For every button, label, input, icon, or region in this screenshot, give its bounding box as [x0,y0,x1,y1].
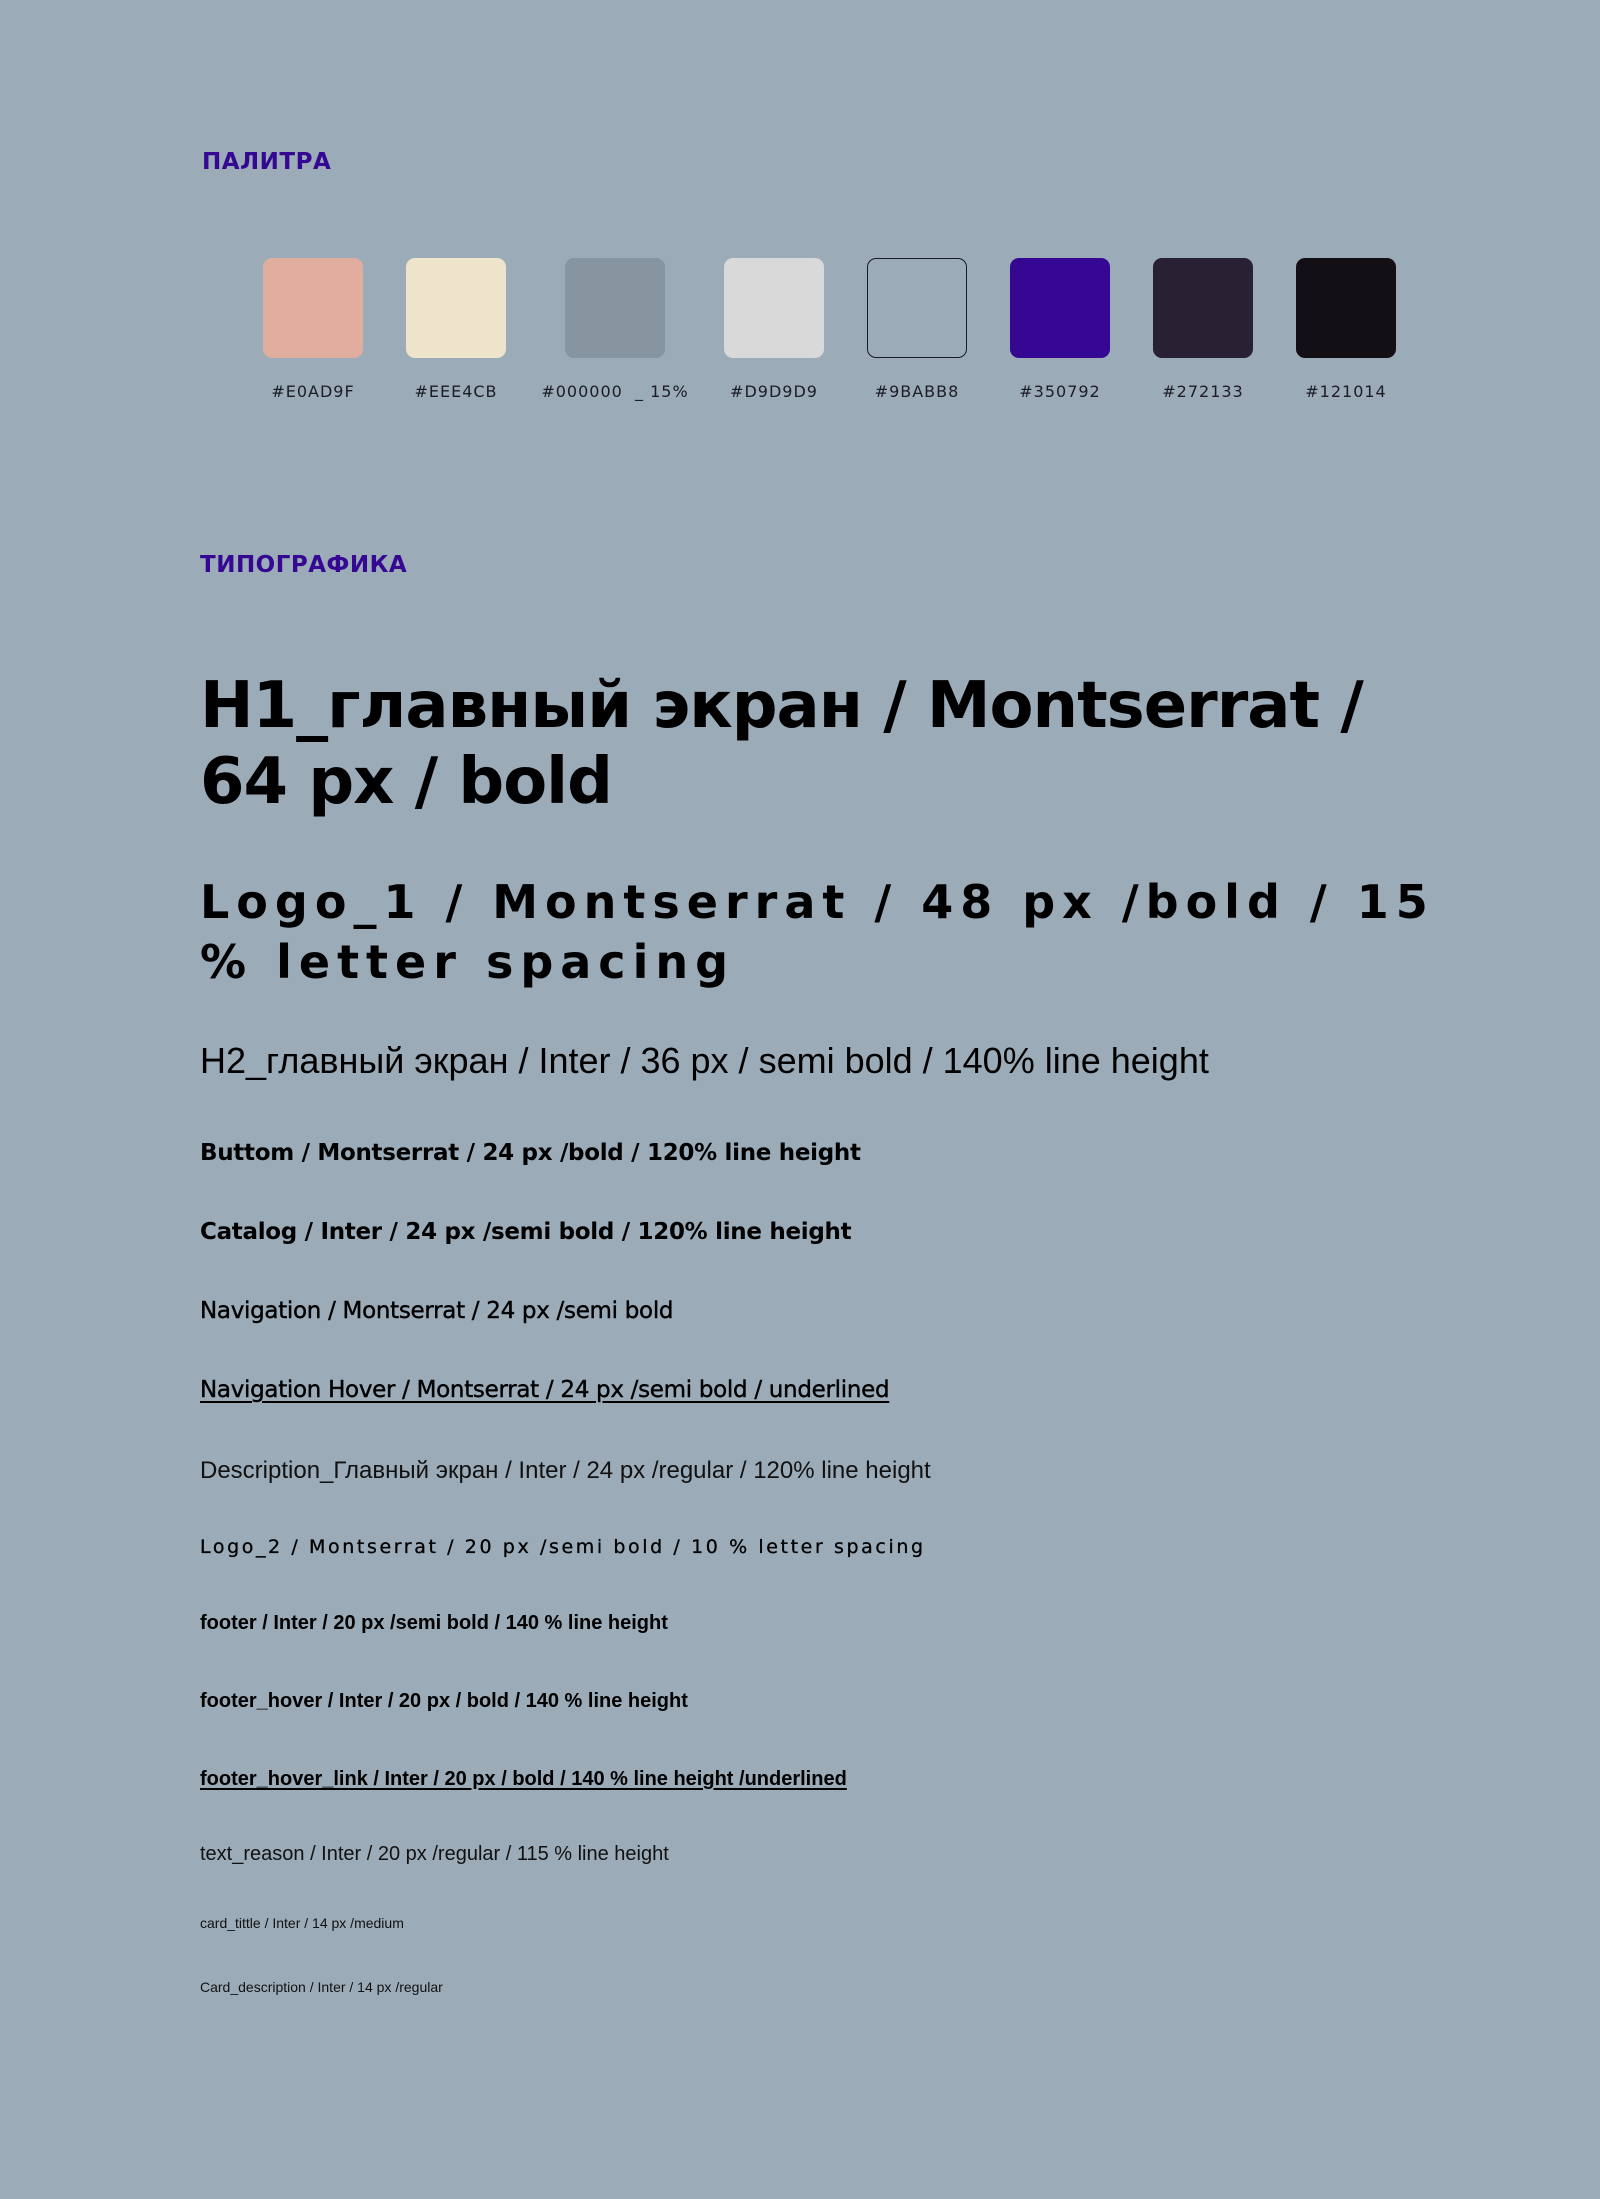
palette-title: ПАЛИТРА [202,149,332,175]
sample-logo-1: Logo_1 / Montserrat / 48 px /bold / 15 % letter spacing [200,875,1435,989]
swatch-code: #350792 [1019,382,1101,401]
swatch-code: #E0AD9F [271,382,355,401]
sample-footer-hover: footer_hover / Inter / 20 px / bold / 140 % line height [200,1690,688,1712]
sample-footer-hover-link: footer_hover_link / Inter / 20 px / bold / 140 % line height /underlined [200,1768,847,1790]
swatch-code: #121014 [1305,382,1387,401]
sample-footer: footer / Inter / 20 px /semi bold / 140 % line height [200,1612,668,1634]
swatch-color-box [406,258,506,358]
sample-description: Description_Главный экран / Inter / 24 px /regular / 120% line height [200,1457,931,1484]
palette-swatches [0,258,1600,418]
sample-card-title: card_tittle / Inter / 14 px /medium [200,1915,404,1931]
sample-navigation-hover: Navigation Hover / Montserrat / 24 px /semi bold / underlined [200,1377,890,1403]
typography-title: ТИПОГРАФИКА [200,552,408,578]
sample-button: Buttom / Montserrat / 24 px /bold / 120% line height [200,1140,861,1166]
sample-catalog: Catalog / Inter / 24 px /semi bold / 120% line height [200,1219,852,1245]
swatch-color-box [565,258,665,358]
swatch-code: #000000 _ 15% [541,382,689,401]
swatch-code: #EEE4CB [414,382,498,401]
swatch-121014 [1236,258,1456,401]
sample-logo-2: Logo_2 / Montserrat / 20 px /semi bold / 10 % letter spacing [200,1536,926,1558]
sample-card-description: Card_description / Inter / 14 px /regular [200,1979,443,1995]
swatch-code: #272133 [1162,382,1244,401]
sample-text-reason: text_reason / Inter / 20 px /regular / 115 % line height [200,1843,669,1865]
sample-h1: H1_главный экран / Montserrat / 64 px / bold [200,669,1363,819]
swatch-code: #9BABB8 [874,382,960,401]
sample-navigation: Navigation / Montserrat / 24 px /semi bold [200,1298,674,1324]
swatch-color-box [1296,258,1396,358]
swatch-code: #D9D9D9 [730,382,818,401]
sample-h2: H2_главный экран / Inter / 36 px / semi bold / 140% line height [200,1040,1209,1081]
